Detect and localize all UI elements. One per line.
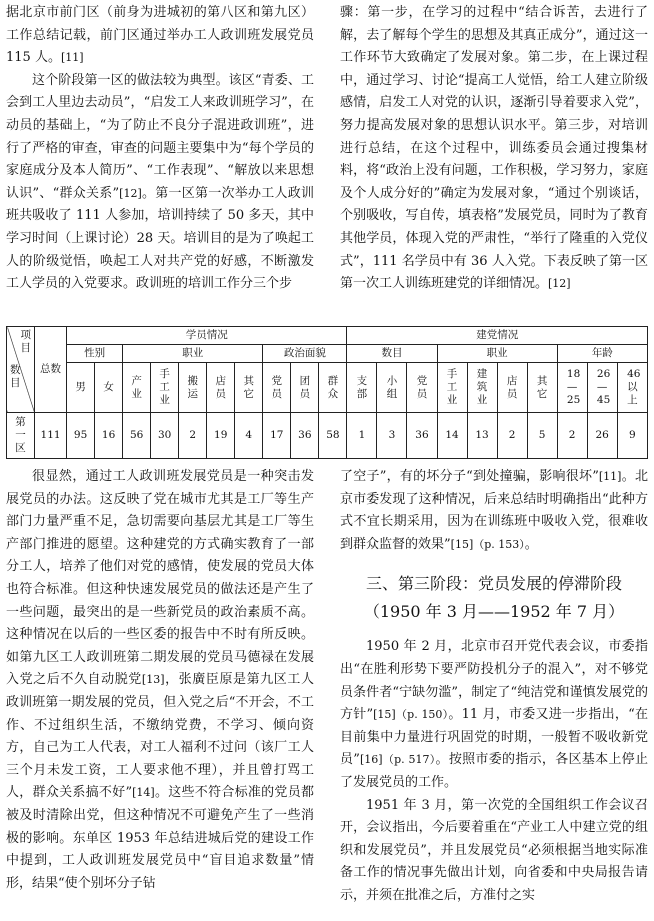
- paragraph-text: ，张廣臣原是第九区工人政训班第一期发展的党员，但入党之后“不开会，不工作、不过组织生活，不缴纳党费，不学习、倾向资方，自己为工人代表，对工人福利不过问（该厂工人三个月未发工资，工人要求他不理），并且曾打骂工人，群众关系搞不好”: [6, 672, 314, 801]
- table-col-header: 搬运: [179, 363, 207, 413]
- paragraph-text: 很显然，通过工人政训班发展党员是一种突击发展党员的办法。这反映了党在城市尤其是工厂等生产部门力量严重不足，急切需要向基层尤其是工厂等生产部门推进的愿望。这种建党的方式确实教育了一部分工人，培养了他们对党的感情，使发展的党员大体也符合标准。但这种快速发展党员的做法还是产生了一些问题，最突出的是一些新党员的政治素质不高。这种情况在以后的一些区委的报告中不时有所反映。如第九区工人政训班第二期发展的党员马德禄在发展入党之后不久自动脱党: [6, 469, 314, 688]
- table-col-header: 男: [67, 363, 95, 413]
- table-col-header: 女: [95, 363, 123, 413]
- citation: [16]（p. 517）: [359, 753, 436, 767]
- table-col-header: 产业: [123, 363, 151, 413]
- table-col-header: 18—25: [557, 363, 587, 413]
- table-col-header: 支部: [347, 363, 377, 413]
- table-cell: 95: [67, 413, 95, 459]
- citation: [15]（p. 153）: [450, 537, 525, 551]
- table-cell: 16: [95, 413, 123, 459]
- citation: [12]: [548, 277, 571, 291]
- table-cell: 4: [235, 413, 263, 459]
- citation: [11]: [60, 51, 84, 65]
- citation: [11]: [598, 470, 622, 483]
- table-corner-cell: [7, 327, 35, 413]
- section-heading-dates: （1950 年 3 月——1952 年 7 月）: [363, 602, 625, 622]
- table-cell: 58: [319, 413, 347, 459]
- party-building-table: [6, 326, 648, 459]
- table-header-gender: 性别: [67, 345, 123, 363]
- paragraph-text: 。11 月，市委又进一步指出，“在目前集中力量进行巩固党的时期，一般暂不吸收新党员”: [340, 707, 648, 768]
- table-col-header: 店员: [497, 363, 527, 413]
- text-column-bottom-right: [340, 466, 648, 908]
- table-col-header: 团员: [291, 363, 319, 413]
- table-cell: 56: [123, 413, 151, 459]
- table-cell: 14: [437, 413, 467, 459]
- table-cell: 36: [291, 413, 319, 459]
- table-col-header: 手工业: [151, 363, 179, 413]
- paragraph: [6, 2, 314, 70]
- table-col-header: 46以上: [617, 363, 647, 413]
- table-header-politics: 政治面貌: [263, 345, 347, 363]
- citation: [14]: [132, 786, 155, 800]
- paragraph-text: 这个阶段第一区的做法较为典型。该区“青委、工会到工人里边去动员”，“启发工人来政训班学习”，在动员的基础上，“为了防止不良分子混进政训班”，进行了严格的审查，审查的问题主要集中为“每个学员的家庭成分及本人简历”、“工作表现”、“解放以来思想认识”、“群众关系”: [6, 72, 314, 201]
- table-col-header: 其它: [527, 363, 557, 413]
- table-col-header: 其它: [235, 363, 263, 413]
- paragraph: [340, 795, 648, 908]
- table-cell: 2: [179, 413, 207, 459]
- table-col-header: 店员: [207, 363, 235, 413]
- paragraph-text: 了空子”，有的坏分子“到处撞骗，影响很坏”: [340, 469, 599, 484]
- table-corner-label-top: 项目: [20, 329, 32, 354]
- table-col-header: 手工业: [437, 363, 467, 413]
- paragraph: [6, 70, 314, 296]
- table-header-party-group: 建党情况: [347, 327, 648, 345]
- table-cell: 1: [347, 413, 377, 459]
- table-header-student-group: 学员情况: [67, 327, 347, 345]
- table-row: [7, 413, 648, 459]
- table-cell: 26: [587, 413, 617, 459]
- section-heading: [340, 570, 648, 626]
- paragraph-text: 。: [524, 536, 538, 552]
- paragraph-text: 。第一区第一次举办工人政训班共吸收了 111 人参加，培训持续了 50 多天，其中学习时间（上课讨论）28 天。培训目的是为了唤起工人的阶级觉悟，唤起工人对共产党的好感，不断激发工人学员的入党要求。政训班的培训工作分三个步: [6, 185, 314, 292]
- table-cell: 30: [151, 413, 179, 459]
- text-column-top-left: [6, 2, 314, 296]
- table-header-age: 年龄: [557, 345, 647, 363]
- table-header-count: 数目: [347, 345, 437, 363]
- paragraph-text: 。按照市委的指示，各区基本上停止了发展党员的工作。: [340, 752, 648, 790]
- table-cell: 2: [497, 413, 527, 459]
- paragraph-text: 。北京市委发现了这种情况，后来总结时明确指出“此种方式不宜长期采用，因为在训练班中吸收入党，很难收到群众监督的效果”: [340, 469, 648, 552]
- paragraph-text: 据北京市前门区（前身为进城初的第八区和第九区）工作总结记载，前门区通过举办工人政训班发展党员 115 人。: [6, 5, 314, 66]
- citation: [12]: [119, 186, 142, 200]
- table-row-label: 第一区: [7, 413, 35, 459]
- table-cell: 2: [557, 413, 587, 459]
- table-col-header: 26—45: [587, 363, 617, 413]
- table-header-job: 职业: [123, 345, 263, 363]
- citation: [15]（p. 150）: [373, 708, 449, 722]
- citation: [13]: [141, 673, 165, 687]
- table-cell: 9: [617, 413, 647, 459]
- table-cell: 13: [467, 413, 497, 459]
- table-cell: 17: [263, 413, 291, 459]
- paragraph-text: 。这些不符合标准的党员都被及时清除出党，但这种情况不可避免产生了一些消极的影响。东单区 1953 年总结进城后党的建设工作中提到，工人政训班发展党员中“盲目追求数量”情形，结果“使个别坏分子钻: [6, 785, 314, 891]
- section-heading-title: 三、第三阶段：党员发展的停滞阶段: [365, 574, 622, 594]
- paragraph: [340, 2, 648, 296]
- paragraph-text: 1950 年 2 月，北京市召开党代表会议，市委指出“在胜利形势下要严防投机分子的混入”，对不够党员条件者“宁缺勿滥”，制定了“纯洁党和谨慎发展党的方针”: [340, 639, 648, 723]
- table-header-job-2: 职业: [437, 345, 557, 363]
- paragraph: [340, 636, 648, 794]
- paragraph-text: 1951 年 3 月，第一次党的全国组织工作会议召开，会议指出，今后要着重在“产业工人中建立党的组织和发展党员”，并且发展党员“必须根据当地实际准备工作的情况事先做出计划，向省委和中央局报告请示，并须在批准之后，方准付之实: [340, 797, 648, 903]
- table-col-header: 党员: [263, 363, 291, 413]
- paragraph: [340, 466, 648, 556]
- paragraph-text: 骤：第一步，在学习的过程中“结合诉苦，去进行了解，去了解每个学生的思想及其真正成分”，通过这一工作环节大致确定了发展对象。第二步，在上课过程中，通过学习、讨论“提高工人觉悟，给工人建立阶级感情，启发工人对党的认识，逐渐引导着要求入党”，努力提高发展对象的思想认识水平。第三步，对培训进行总结，在这个过程中，训练委员会通过搜集材料，将“政治上没有问题，工作积极，学习努力，家庭及个人成分好的”确定为发展对象，“通过个别谈话，个别吸收，写自传，填表格”发展党员，同时为了教育其他学员，体现入党的严肃性，“举行了隆重的入党仪式”，111 名学员中有 36 人入党。下表反映了第一区第一次工人训练班建党的详细情况。: [340, 5, 648, 292]
- table-corner-label-bottom: 数目: [10, 364, 21, 389]
- table-col-header: 建筑业: [467, 363, 497, 413]
- table-cell: 3: [377, 413, 407, 459]
- table-col-header: 群众: [319, 363, 347, 413]
- table-header-total: 总数: [35, 327, 67, 413]
- table-col-header: 小组: [377, 363, 407, 413]
- table-cell: 111: [35, 413, 67, 459]
- paragraph: [6, 466, 314, 895]
- table-cell: 5: [527, 413, 557, 459]
- text-column-bottom-left: [6, 466, 314, 895]
- text-column-top-right: [340, 2, 648, 296]
- table-cell: 19: [207, 413, 235, 459]
- table-col-header: 党员: [407, 363, 437, 413]
- table-cell: 36: [407, 413, 437, 459]
